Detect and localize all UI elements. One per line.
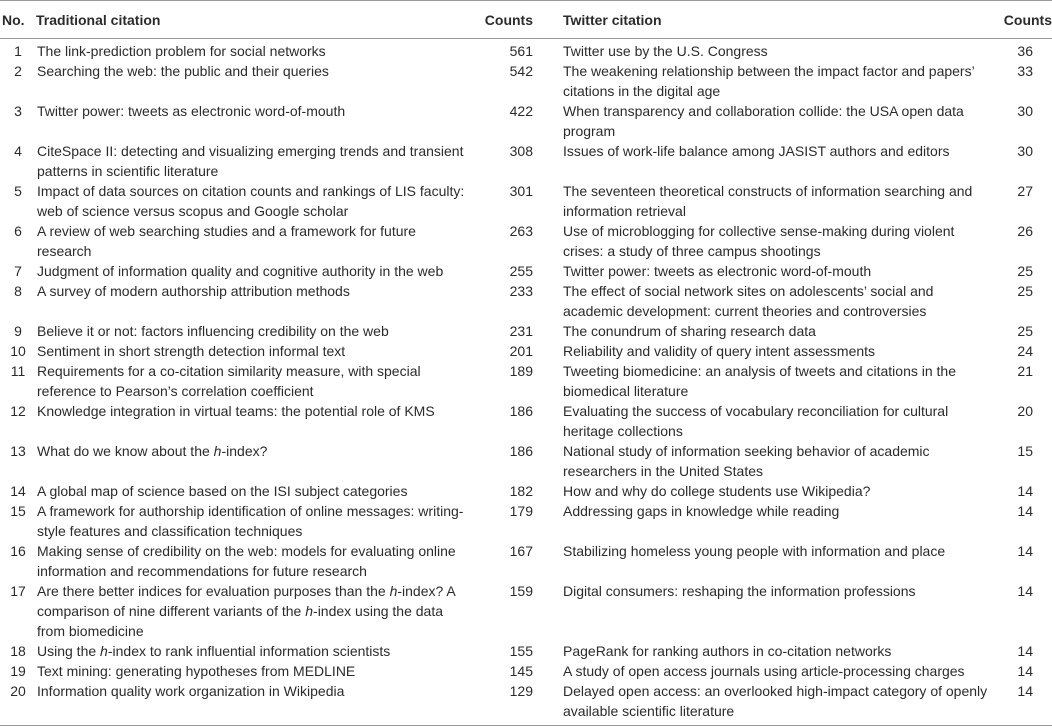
twitter-citation-title: Use of microblogging for collective sense-making during violent crises: a study of three campus shootings [563,223,955,259]
twitter-citation-title: A study of open access journals using article-processing charges [563,663,965,679]
table-row [0,501,1052,541]
italic-h: h [389,583,398,599]
table-row [0,681,1052,726]
column-gap [533,281,563,321]
twitter-citation-count: 30 [1017,103,1033,119]
title-fragment: -index? A comparison of nine different variants of the [37,583,455,619]
traditional-citation-title: Searching the web: the public and their queries [37,63,329,79]
italic-h: h [213,443,222,459]
row-number: 19 [10,663,26,679]
column-gap [533,501,563,541]
table-row [0,581,1052,641]
column-gap [533,581,563,641]
row-number: 16 [10,543,26,559]
row-number: 1 [14,43,22,59]
twitter-citation-title: When transparency and collaboration collide: the USA open data program [563,103,964,139]
traditional-citation-count: 231 [509,323,533,339]
twitter-citation-title: Digital consumers: reshaping the information professions [563,583,916,599]
twitter-citation-count: 14 [1017,583,1033,599]
title-fragment: -index? [221,443,268,459]
row-number: 2 [14,63,22,79]
table-row [0,321,1052,341]
traditional-citation-title: Knowledge integration in virtual teams: the potential role of KMS [37,403,435,419]
traditional-citation-count: 233 [509,283,533,299]
header-gap [533,1,563,39]
traditional-citation-count: 159 [509,583,533,599]
traditional-citation-title [36,441,472,481]
row-number: 10 [10,343,26,359]
table-row [0,341,1052,361]
traditional-citation-count: 561 [509,43,533,59]
row-number: 4 [14,143,22,159]
column-gap [533,181,563,221]
traditional-citation-count: 255 [509,263,533,279]
twitter-citation-title: The seventeen theoretical constructs of information searching and information retrieval [563,183,973,219]
row-number: 15 [10,503,26,519]
traditional-citation-count: 186 [509,403,533,419]
traditional-citation-title: A survey of modern authorship attribution methods [37,283,350,299]
table-row [0,401,1052,441]
traditional-citation-title: Making sense of credibility on the web: models for evaluating online information and recommendations for future research [37,543,456,579]
row-number: 20 [0,681,36,726]
title-fragment: What do we know about the [37,443,214,459]
header-traditional-counts: Counts [472,1,533,39]
traditional-citation-count: 145 [509,663,533,679]
twitter-citation-title: The conundrum of sharing research data [563,323,816,339]
table-row [0,481,1052,501]
header-traditional-citation: Traditional citation [36,1,472,39]
traditional-citation-title: Impact of data sources on citation counts and rankings of LIS faculty: web of science versus scopus and Google scholar [37,183,465,219]
column-gap [533,441,563,481]
title-fragment: -index to rank influential information scientists [107,643,391,659]
twitter-citation-count: 14 [1017,483,1033,499]
row-number: 18 [10,643,26,659]
twitter-citation-count: 30 [1017,143,1033,159]
traditional-citation-count: 263 [509,223,533,239]
table-row [0,101,1052,141]
twitter-citation-title: Stabilizing homeless young people with information and place [563,543,946,559]
twitter-citation-title: Reliability and validity of query intent assessments [563,343,876,359]
row-number: 12 [10,403,26,419]
traditional-citation-count: 155 [509,643,533,659]
row-number: 13 [10,443,26,459]
title-fragment: Are there better indices for evaluation purposes than the [37,583,390,599]
twitter-citation-title: The weakening relationship between the impact factor and papers’ citations in the digital age [563,63,975,99]
twitter-citation-count: 21 [1017,363,1033,379]
italic-h: h [100,643,108,659]
twitter-citation-title: The effect of social network sites on adolescents’ social and academic development: current theories and controversies [563,283,934,319]
column-gap [533,261,563,281]
twitter-citation-count: 20 [1017,403,1033,419]
traditional-citation-title: Text mining: generating hypotheses from MEDLINE [37,663,356,679]
table-row [0,541,1052,581]
title-fragment: Using the [37,643,101,659]
twitter-citation-count: 26 [1017,223,1033,239]
traditional-citation-title: A global map of science based on the ISI subject categories [37,483,408,499]
column-gap [533,401,563,441]
twitter-citation-count: 25 [1017,263,1033,279]
row-number: 9 [14,323,22,339]
twitter-citation-count: 15 [1017,443,1033,459]
column-gap [533,361,563,401]
column-gap [533,101,563,141]
traditional-citation-title: Judgment of information quality and cognitive authority in the web [37,263,444,279]
twitter-citation-count: 25 [1017,323,1033,339]
table-row [0,221,1052,261]
traditional-citation-title: The link-prediction problem for social networks [37,43,326,59]
table-row [0,441,1052,481]
header-row [0,1,1052,39]
twitter-citation-title: Delayed open access: an overlooked high-impact category of openly available scientific literature [563,681,996,726]
table-row [0,281,1052,321]
twitter-citation-count: 14 [1017,503,1033,519]
column-gap [533,541,563,581]
column-gap [533,221,563,261]
row-number: 7 [14,263,22,279]
twitter-citation-title: Twitter use by the U.S. Congress [563,43,768,59]
header-no: No. [0,1,36,39]
twitter-citation-count: 14 [996,681,1052,726]
row-number: 8 [14,283,22,299]
traditional-citation-count: 422 [509,103,533,119]
column-gap [533,341,563,361]
traditional-citation-title [36,641,472,661]
table-row [0,641,1052,661]
twitter-citation-count: 14 [1017,643,1033,659]
table-row [0,141,1052,181]
column-gap [533,661,563,681]
traditional-citation-title: Sentiment in short strength detection informal text [37,343,346,359]
traditional-citation-count: 167 [509,543,533,559]
header-twitter-counts: Counts [996,1,1052,39]
traditional-citation-count: 186 [509,443,533,459]
table-row [0,661,1052,681]
row-number: 11 [10,363,26,379]
twitter-citation-count: 36 [1017,43,1033,59]
column-gap [533,321,563,341]
twitter-citation-title: PageRank for ranking authors in co-citation networks [563,643,892,659]
traditional-citation-count: 182 [509,483,533,499]
traditional-citation-count: 201 [509,343,533,359]
row-number: 17 [10,583,26,599]
column-gap [533,641,563,661]
twitter-citation-title: Twitter power: tweets as electronic word-of-mouth [563,263,872,279]
table-row [0,181,1052,221]
twitter-citation-count: 14 [1017,543,1033,559]
column-gap [533,39,563,62]
traditional-citation-title: CiteSpace II: detecting and visualizing emerging trends and transient patterns in scientific literature [37,143,464,179]
traditional-citation-count: 542 [509,63,533,79]
traditional-citation-title: Requirements for a co-citation similarity measure, with special reference to Pearson’s correlation coefficient [37,363,421,399]
traditional-citation-title: Believe it or not: factors influencing credibility on the web [37,323,389,339]
twitter-citation-title: Issues of work-life balance among JASIST authors and editors [563,143,950,159]
table-row [0,61,1052,101]
traditional-citation-count: 179 [509,503,533,519]
twitter-citation-title: Evaluating the success of vocabulary reconciliation for cultural heritage collections [563,403,949,439]
twitter-citation-title: Tweeting biomedicine: an analysis of tweets and citations in the biomedical literature [563,363,957,399]
column-gap [533,481,563,501]
twitter-citation-count: 14 [1017,663,1033,679]
traditional-citation-title: A review of web searching studies and a framework for future research [37,223,416,259]
column-gap [533,141,563,181]
traditional-citation-count: 189 [509,363,533,379]
twitter-citation-count: 33 [1017,63,1033,79]
traditional-citation-count: 129 [472,681,533,726]
traditional-citation-title: Information quality work organization in Wikipedia [36,681,472,726]
twitter-citation-title: Addressing gaps in knowledge while reading [563,503,840,519]
table-body [0,39,1052,726]
traditional-citation-count: 301 [509,183,533,199]
header-twitter-citation: Twitter citation [563,1,996,39]
table-header [0,1,1052,39]
twitter-citation-count: 25 [1017,283,1033,299]
traditional-citation-title: A framework for authorship identification of online messages: writing-style features and classification techniques [37,503,464,539]
row-number: 5 [14,183,22,199]
row-number: 6 [14,223,22,239]
row-number: 3 [14,103,22,119]
table-row [0,39,1052,62]
row-number: 14 [10,483,26,499]
traditional-citation-title [36,581,472,641]
table-row [0,261,1052,281]
twitter-citation-count: 24 [1017,343,1033,359]
italic-h: h [305,603,314,619]
title-fragment: -index using the data from biomedicine [37,603,444,639]
twitter-citation-title: How and why do college students use Wikipedia? [563,483,871,499]
twitter-citation-title: National study of information seeking behavior of academic researchers in the United States [563,443,930,479]
twitter-citation-count: 27 [1017,183,1033,199]
column-gap [533,681,563,726]
traditional-citation-title: Twitter power: tweets as electronic word-of-mouth [37,103,346,119]
traditional-citation-count: 308 [509,143,533,159]
table-row [0,361,1052,401]
column-gap [533,61,563,101]
